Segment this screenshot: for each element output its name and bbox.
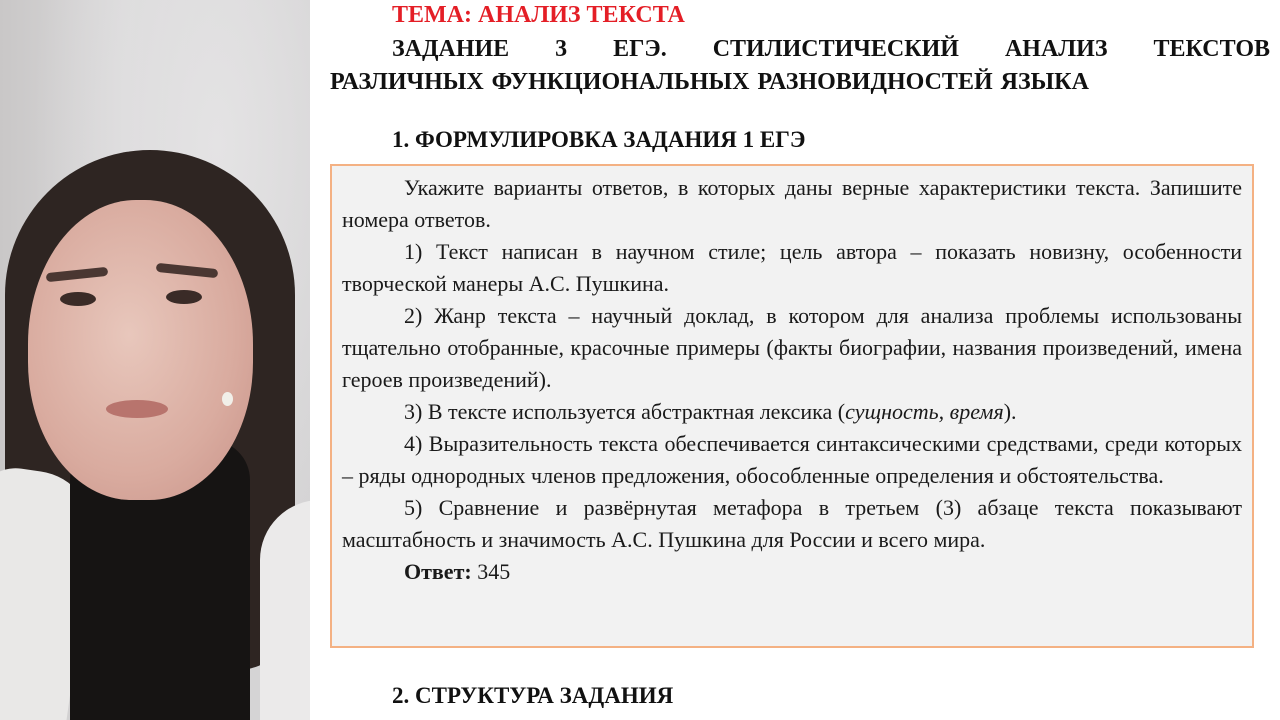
task-option-4: 4) Выразительность текста обеспечивается синтаксическими средствами, среди которых – ряды однородных членов предложения, обособленные определения и обстоятельства.: [342, 431, 1242, 488]
task-title: [330, 33, 1270, 99]
task-intro: Укажите варианты ответов, в которых даны верные характеристики текста. Запишите номера ответов.: [342, 175, 1242, 232]
task-option-3-start: 3) В тексте используется абстрактная лексика (: [404, 399, 846, 424]
answer-value: 345: [477, 559, 511, 584]
task-option-5: 5) Сравнение и развёрнутая метафора в третьем (3) абзаце текста показывают масштабность и значимость А.С. Пушкина для России и всего мира.: [342, 495, 1242, 552]
task-box: [330, 164, 1254, 648]
presenter-jacket-right: [260, 500, 310, 720]
task-option-2: 2) Жанр текста – научный доклад, в котором для анализа проблемы использованы тщательно отобранные, красочные примеры (факты биографии, названия произведений, имена героев произведений).: [342, 303, 1242, 392]
presenter-video: [0, 0, 310, 720]
right-eye: [166, 290, 202, 304]
presenter-lips: [106, 400, 168, 418]
task-option-1: 1) Текст написан в научном стиле; цель автора – показать новизну, особенности творческой манеры А.С. Пушкина.: [342, 239, 1242, 296]
section2-heading: 2. СТРУКТУРА ЗАДАНИЯ: [392, 683, 674, 708]
task-option-3: [342, 396, 1242, 428]
answer-label: Ответ:: [404, 559, 472, 584]
left-brow: [46, 267, 109, 282]
left-eye: [60, 292, 96, 306]
section1-heading: 1. ФОРМУЛИРОВКА ЗАДАНИЯ 1 ЕГЭ: [392, 127, 806, 152]
task-option-3-end: ).: [1003, 399, 1017, 424]
presenter-face: [28, 200, 253, 500]
task-title-line1: ЗАДАНИЕ 3 ЕГЭ. СТИЛИСТИЧЕСКИЙ АНАЛИЗ ТЕКСТОВ: [392, 36, 1270, 62]
topic-title: ТЕМА: АНАЛИЗ ТЕКСТА: [392, 2, 685, 28]
slide: [310, 0, 1280, 720]
task-title-line2: РАЗЛИЧНЫХ ФУНКЦИОНАЛЬНЫХ РАЗНОВИДНОСТЕЙ ЯЗЫКА: [330, 69, 1089, 95]
right-brow: [156, 263, 219, 278]
task-option-3-italic: сущность, время: [845, 399, 1004, 424]
answer-line: [342, 556, 1242, 588]
earring: [222, 392, 233, 406]
